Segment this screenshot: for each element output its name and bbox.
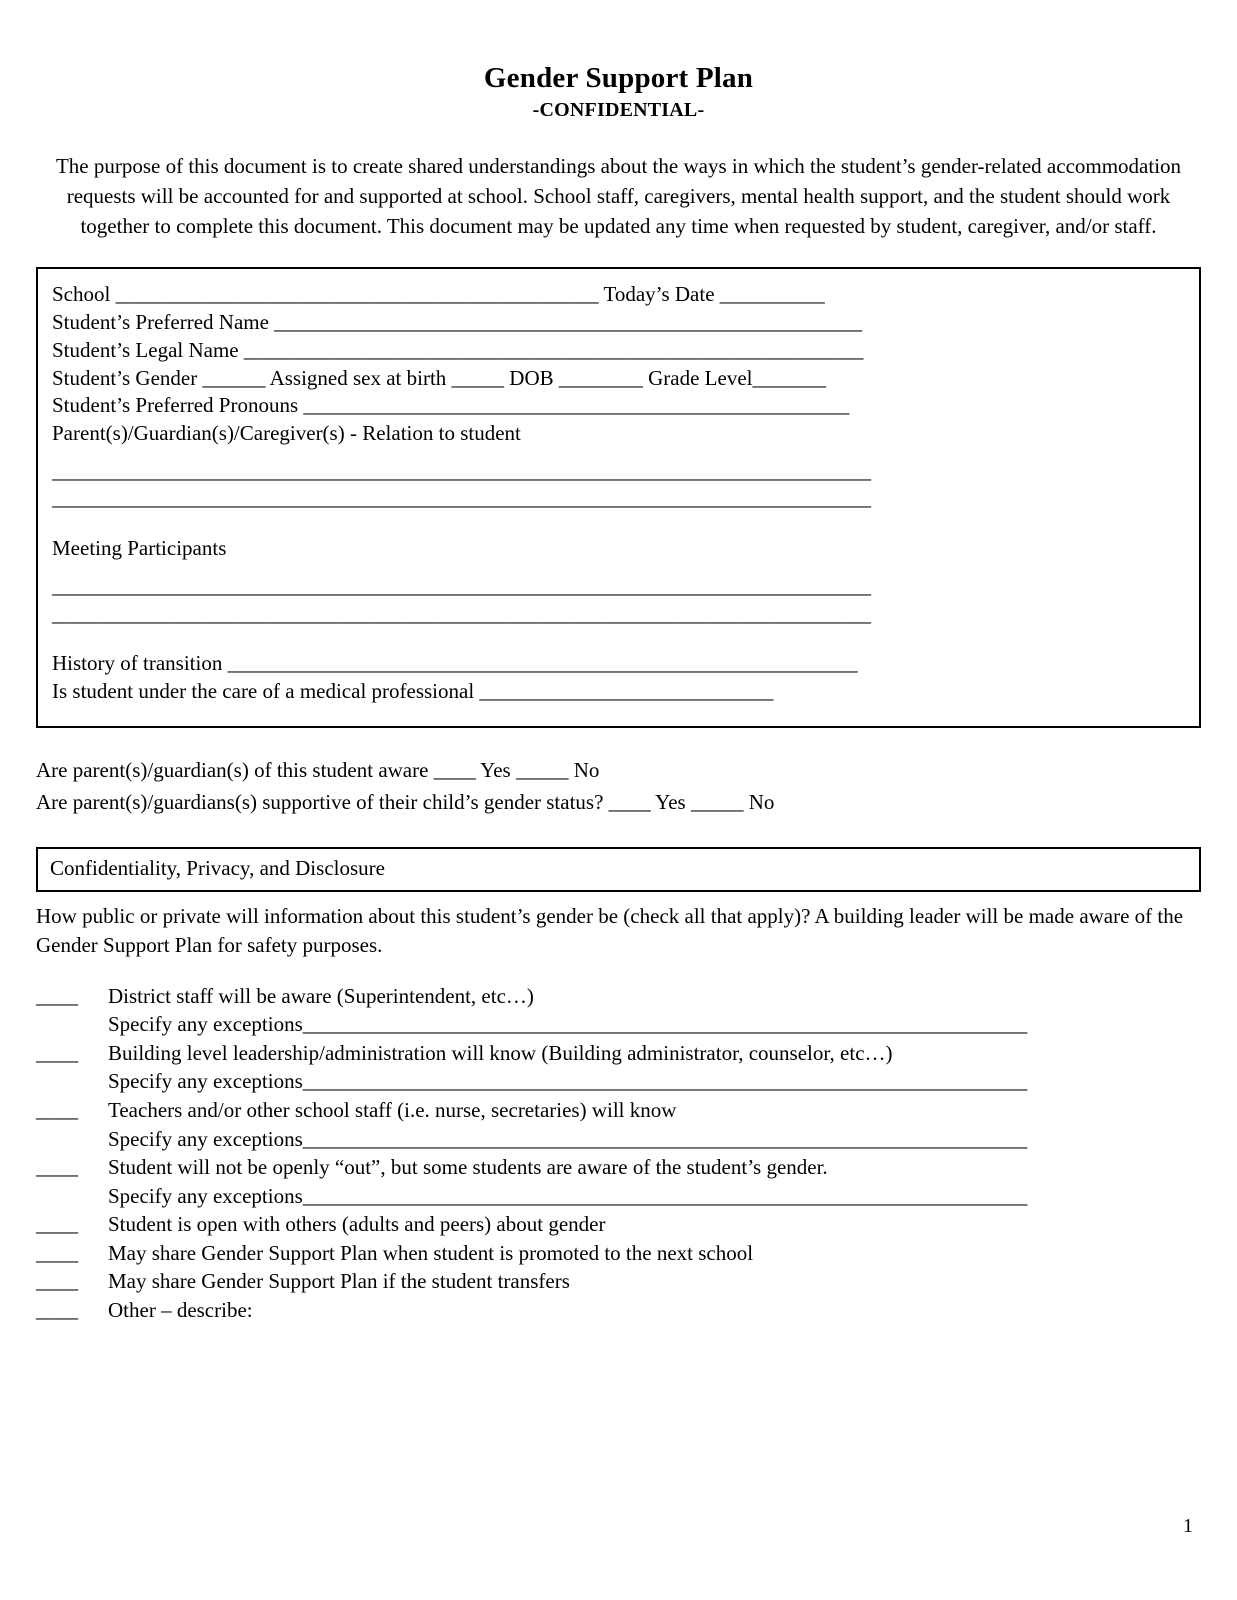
list-item[interactable] xyxy=(36,1153,1201,1182)
list-item-label: Other – describe: xyxy=(108,1297,253,1322)
confidentiality-intro: How public or private will information about this student’s gender be (check all that apply)? A building leader will be made aware of the Gender Support Plan for safety purposes. xyxy=(36,903,1184,957)
list-item-label: Student will not be openly “out”, but some students are aware of the student’s gender. xyxy=(108,1155,828,1180)
list-item-label: Teachers and/or other school staff (i.e. nurse, secretaries) will know xyxy=(108,1098,677,1122)
legal-name-line: Student’s Legal Name ___________________________________________________________ xyxy=(52,337,864,362)
meeting-participants-label: Meeting Participants xyxy=(52,536,227,561)
list-item[interactable] xyxy=(36,1210,1201,1239)
disclosure-checklist xyxy=(36,982,1201,1325)
history-of-transition-line: History of transition ____________________________________________________________ xyxy=(52,651,858,676)
exceptions-line[interactable]: Specify any exceptions_____________________________________________________________________ xyxy=(108,1126,1028,1151)
checkbox-blank[interactable]: ____ xyxy=(36,1098,78,1122)
checkbox-blank[interactable]: ____ xyxy=(36,1297,78,1322)
exceptions-line[interactable]: Specify any exceptions_____________________________________________________________________ xyxy=(108,1012,1028,1037)
exceptions-line[interactable]: Specify any exceptions_____________________________________________________________________ xyxy=(108,1183,1028,1208)
exceptions-line[interactable]: Specify any exceptions_____________________________________________________________________ xyxy=(108,1069,1028,1094)
parents-aware-line: Are parent(s)/guardian(s) of this student aware ____ Yes _____ No xyxy=(36,757,600,782)
medical-professional-line: Is student under the care of a medical professional ____________________________ xyxy=(52,679,774,704)
guardian-write-line-2: ______________________________________________________________________________ xyxy=(52,486,871,511)
list-item-label: District staff will be aware (Superintendent, etc…) xyxy=(108,983,534,1008)
list-item[interactable] xyxy=(36,1239,1201,1268)
document-content xyxy=(36,62,1201,1324)
checkbox-blank[interactable]: ____ xyxy=(36,983,78,1008)
participants-write-line-2: ______________________________________________________________________________ xyxy=(52,601,871,626)
confidentiality-section-header: Confidentiality, Privacy, and Disclosure xyxy=(36,847,1201,892)
confidential-subtitle: -CONFIDENTIAL- xyxy=(532,99,705,121)
parents-supportive-line: Are parent(s)/guardians(s) supportive of their child’s gender status? ____ Yes _____ No xyxy=(36,790,775,815)
list-item-label: Student is open with others (adults and peers) about gender xyxy=(108,1212,606,1237)
list-item[interactable] xyxy=(36,1267,1201,1296)
participants-write-line-1: ______________________________________________________________________________ xyxy=(52,573,871,598)
list-item[interactable] xyxy=(36,1096,1201,1125)
school-date-line: School ______________________________________________ Today’s Date __________ xyxy=(52,282,825,307)
list-item[interactable] xyxy=(36,1039,1201,1068)
spacer xyxy=(52,628,1185,650)
list-item-label: May share Gender Support Plan if the student transfers xyxy=(108,1269,570,1294)
gender-dob-grade-line: Student’s Gender ______ Assigned sex at birth _____ DOB ________ Grade Level_______ xyxy=(52,365,826,390)
guardian-relation-label: Parent(s)/Guardian(s)/Caregiver(s) - Relation to student xyxy=(52,421,521,446)
parent-awareness-block xyxy=(36,754,1201,819)
spacer xyxy=(52,448,1185,458)
list-item[interactable] xyxy=(36,982,1201,1011)
spacer xyxy=(52,513,1185,535)
student-info-box xyxy=(36,267,1201,727)
checkbox-blank[interactable]: ____ xyxy=(36,1240,78,1265)
checkbox-blank[interactable]: ____ xyxy=(36,1269,78,1294)
list-item[interactable] xyxy=(36,1296,1201,1325)
pronouns-line: Student’s Preferred Pronouns ____________________________________________________ xyxy=(52,393,850,418)
purpose-paragraph: The purpose of this document is to create shared understandings about the ways in which the student’s gender-related accommodation requests will be accounted for and supported at school. School staff, caregivers, mental health support, and the student should work together to complete this document. This document may be updated any time when requested by student, caregiver, and/or staff. xyxy=(55,154,1182,238)
checkbox-blank[interactable]: ____ xyxy=(36,1155,78,1180)
spacer xyxy=(52,563,1185,573)
list-item-label: Building level leadership/administration will know (Building administrator, counselor, etc…) xyxy=(108,1040,893,1065)
page-number: 1 xyxy=(1183,1515,1193,1537)
checkbox-blank[interactable]: ____ xyxy=(36,1040,78,1065)
checkbox-blank[interactable]: ____ xyxy=(36,1212,78,1237)
page-title: Gender Support Plan xyxy=(483,62,754,94)
list-item-label: May share Gender Support Plan when student is promoted to the next school xyxy=(108,1240,754,1265)
preferred-name-line: Student’s Preferred Name ________________________________________________________ xyxy=(52,310,863,335)
guardian-write-line-1: ______________________________________________________________________________ xyxy=(52,458,871,483)
